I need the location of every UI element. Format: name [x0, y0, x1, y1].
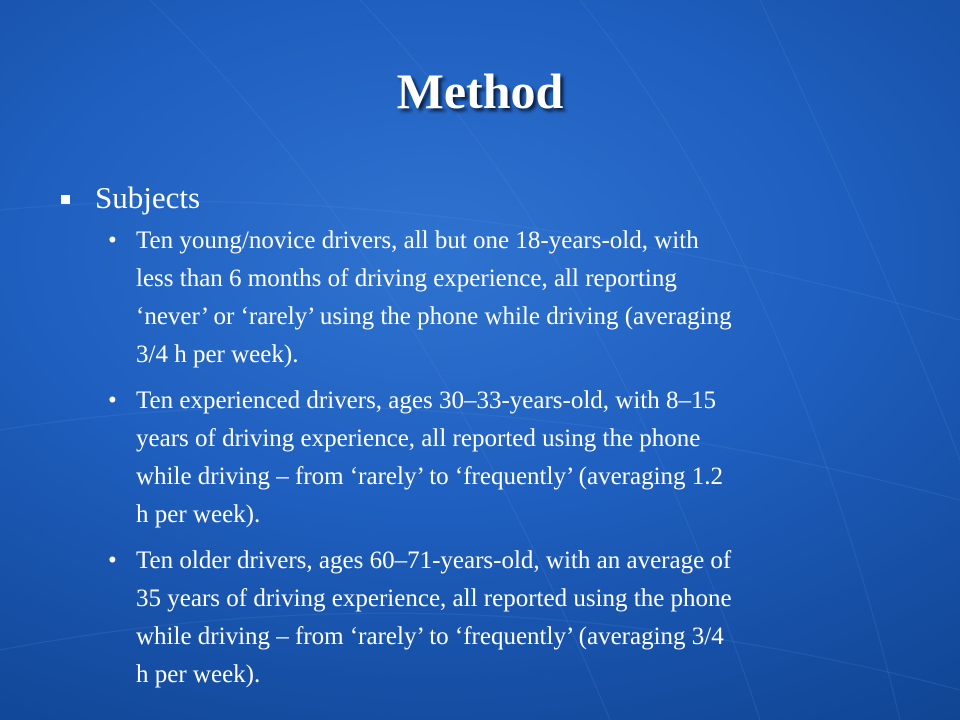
bullet-line: Ten young/novice drivers, all but one 18-years-old, with — [136, 227, 699, 254]
bullet-line: less than 6 months of driving experience, all reporting — [136, 265, 677, 292]
bullet-list — [108, 222, 908, 702]
bullet-line: while driving – from ‘rarely’ to ‘frequently’ (averaging 1.2 — [136, 463, 724, 490]
bullet-line: Ten experienced drivers, ages 30–33-years-old, with 8–15 — [136, 387, 717, 414]
section-heading — [58, 178, 918, 218]
bullet-line: h per week). — [136, 661, 261, 688]
bullet-item — [108, 382, 908, 534]
section-label: Subjects — [95, 180, 201, 215]
bullet-dot-icon: • — [108, 547, 117, 574]
bullet-dot-icon: • — [108, 227, 117, 254]
bullet-line: years of driving experience, all reported using the phone — [136, 425, 701, 452]
bullet-line: 35 years of driving experience, all reported using the phone — [136, 585, 732, 612]
bullet-dot-icon: • — [108, 387, 117, 414]
bullet-line: h per week). — [136, 501, 261, 528]
slide-title: Method — [396, 63, 564, 119]
bullet-line: ‘never’ or ‘rarely’ using the phone while driving (averaging — [136, 303, 732, 330]
square-bullet-icon — [61, 195, 70, 204]
bullet-line: 3/4 h per week). — [136, 341, 299, 368]
bullet-item — [108, 542, 908, 694]
bullet-line: Ten older drivers, ages 60–71-years-old, with an average of — [136, 547, 732, 574]
bullet-line: while driving – from ‘rarely’ to ‘frequently’ (averaging 3/4 — [136, 623, 724, 650]
bullet-item — [108, 222, 908, 374]
